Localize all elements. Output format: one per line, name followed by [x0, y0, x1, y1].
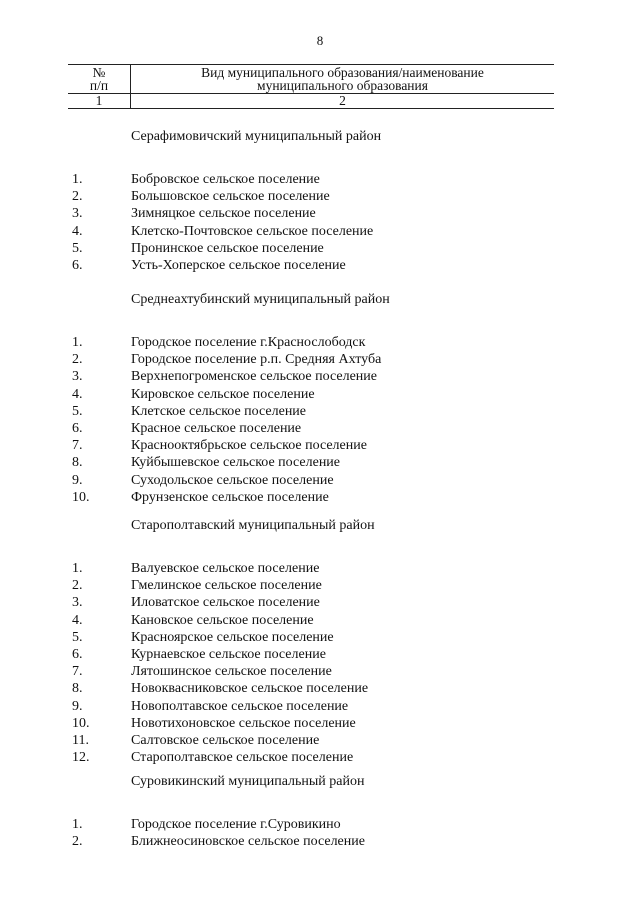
list-item-number: 9.: [72, 472, 83, 488]
list-item-name: Клетское сельское поселение: [131, 403, 307, 419]
list-item: [0, 258, 640, 275]
list-item-name: Суходольское сельское поселение: [131, 472, 334, 488]
header-index-row: [68, 94, 554, 109]
list-item-name: Курнаевское сельское поселение: [131, 647, 326, 662]
list-item: [0, 455, 640, 472]
list-item: [0, 630, 640, 647]
list-item-number: 2.: [72, 834, 83, 850]
list-item-number: 5.: [72, 403, 83, 419]
list-item: [0, 172, 640, 189]
header-table: [68, 64, 554, 109]
list-item-number: 8.: [72, 455, 83, 471]
list-item-name: Гмелинское сельское поселение: [131, 578, 322, 594]
list-item-name: Кановское сельское поселение: [131, 612, 314, 628]
list-item: [0, 438, 640, 455]
list-item-number: 6.: [72, 647, 83, 662]
header-title-line2: муниципального образования: [257, 78, 428, 93]
list-item-name: Красноярское сельское поселение: [131, 629, 334, 645]
list-item: [0, 664, 640, 681]
list-item-name: Лятошинское сельское поселение: [131, 664, 332, 680]
list-item-number: 1.: [72, 335, 83, 350]
list-item: [0, 750, 640, 767]
list-item-name: Городское поселение г.Суровикино: [131, 817, 341, 832]
list-item-number: 4.: [72, 386, 83, 402]
list-item: [0, 613, 640, 630]
list-item-number: 3.: [72, 369, 83, 385]
list-item-number: 7.: [72, 438, 83, 454]
list-item-number: 6.: [72, 421, 83, 436]
list-item: [0, 404, 640, 421]
list-item-number: 1.: [72, 172, 83, 187]
list-item: [0, 206, 640, 223]
district-title: Суровикинский муниципальный район: [131, 774, 365, 789]
list-item: [0, 681, 640, 698]
list-item: [0, 335, 640, 352]
list-item-number: 5.: [72, 240, 83, 256]
list-item-name: Валуевское сельское поселение: [131, 561, 320, 576]
list-item-number: 4.: [72, 223, 83, 239]
list-item-name: Куйбышевское сельское поселение: [131, 455, 341, 471]
list-item-name: Клетско-Почтовское сельское поселение: [131, 223, 374, 239]
list-item: [0, 421, 640, 438]
list-item-name: Усть-Хоперское сельское поселение: [131, 258, 346, 273]
list-item-number: 5.: [72, 629, 83, 645]
list-item-name: Новоквасниковское сельское поселение: [131, 681, 369, 697]
list-item-number: 10.: [72, 715, 90, 731]
list-item-number: 3.: [72, 206, 83, 222]
list-item-number: 1.: [72, 561, 83, 576]
list-item-name: Новополтавское сельское поселение: [131, 698, 349, 714]
list-item-number: 2.: [72, 578, 83, 594]
list-item: [0, 490, 640, 507]
list-item-number: 4.: [72, 612, 83, 628]
list-item: [0, 189, 640, 206]
list-item-name: Салтовское сельское поселение: [131, 733, 320, 748]
list-item-name: Краснооктябрьское сельское поселение: [131, 438, 367, 454]
list-item-number: 6.: [72, 258, 83, 273]
list-item-number: 11.: [72, 733, 89, 748]
list-item-number: 2.: [72, 352, 83, 368]
list-item-name: Ближнеосиновское сельское поселение: [131, 834, 365, 850]
list-item-name: Бобровское сельское поселение: [131, 172, 320, 187]
list-item-number: 9.: [72, 698, 83, 714]
header-index-2: 2: [131, 94, 555, 109]
header-number-symbol: №: [92, 65, 106, 80]
list-item-name: Городское поселение р.п. Средняя Ахтуба: [131, 352, 382, 368]
list-item-number: 10.: [72, 489, 90, 505]
list-item-name: Городское поселение г.Краснослободск: [131, 335, 366, 350]
list-item-name: Новотихоновское сельское поселение: [131, 715, 356, 731]
list-item: [0, 716, 640, 733]
list-item-name: Кировское сельское поселение: [131, 386, 315, 402]
list-item: [0, 578, 640, 595]
list-item: [0, 473, 640, 490]
list-item: [0, 699, 640, 716]
list-item: [0, 561, 640, 578]
header-title-cell: [131, 65, 555, 94]
list-item: [0, 733, 640, 750]
list-item: [0, 369, 640, 386]
district-title: Среднеахтубинский муниципальный район: [131, 292, 390, 307]
list-item-name: Фрунзенское сельское поселение: [131, 489, 329, 505]
list-item-name: Иловатское сельское поселение: [131, 595, 320, 611]
list-item-name: Верхнепогроменское сельское поселение: [131, 369, 377, 385]
list-item: [0, 224, 640, 241]
header-title-line1: Вид муниципального образования/наименование: [201, 65, 484, 80]
list-item: [0, 241, 640, 258]
list-item: [0, 647, 640, 664]
list-item-number: 7.: [72, 664, 83, 680]
list-item-number: 8.: [72, 681, 83, 697]
list-item: [0, 834, 640, 851]
list-item-name: Красное сельское поселение: [131, 421, 302, 436]
header-number-cell: [68, 65, 131, 94]
list-item: [0, 352, 640, 369]
district-title: Серафимовичский муниципальный район: [131, 129, 382, 144]
list-item-name: Старополтавское сельское поселение: [131, 750, 354, 766]
page-number: 8: [316, 33, 324, 48]
district-title: Старополтавский муниципальный район: [131, 518, 375, 533]
list-item: [0, 595, 640, 612]
list-item-name: Большовское сельское поселение: [131, 189, 330, 205]
list-item: [0, 387, 640, 404]
list-item-number: 1.: [72, 817, 83, 832]
list-item-number: 3.: [72, 595, 83, 611]
list-item: [0, 817, 640, 834]
header-index-1: 1: [68, 94, 131, 109]
list-item-number: 2.: [72, 189, 83, 205]
list-item-name: Зимняцкое сельское поселение: [131, 206, 316, 222]
header-row: [68, 65, 554, 94]
header-number-abbrev: п/п: [89, 78, 109, 93]
list-item-number: 12.: [72, 750, 90, 766]
list-item-name: Пронинское сельское поселение: [131, 240, 324, 256]
